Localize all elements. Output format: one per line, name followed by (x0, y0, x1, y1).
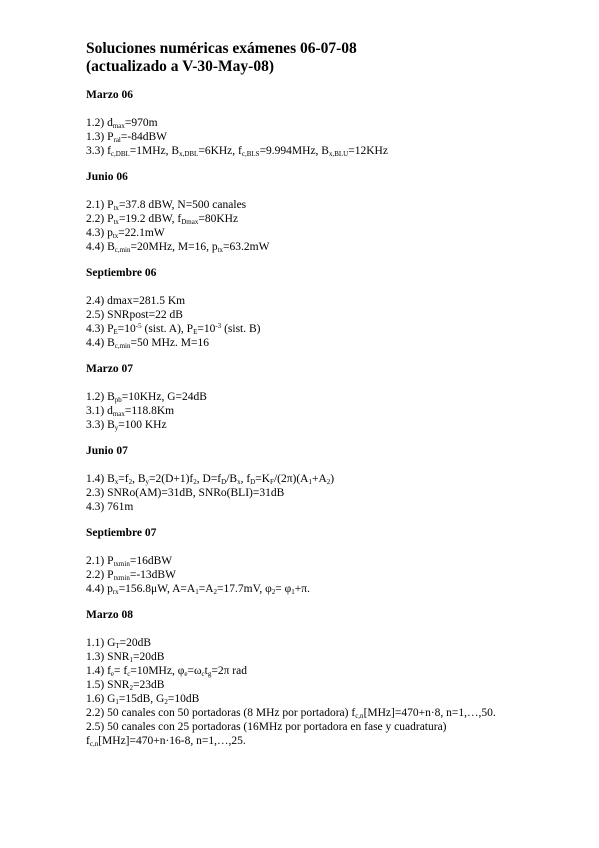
answer-line: 2.3) SNRo(AM)=31dB, SNRo(BLI)=31dB (86, 487, 285, 499)
answer-line: $f_{c,n}[MHz]=470+n\cdot 16-8$, n=1,…,25. (86, 735, 246, 748)
section-heading: Septiembre 06 (86, 267, 157, 279)
section (86, 170, 586, 254)
answer-line: 4.4) $B_{c,min}=50$ MHz. M=16 (86, 337, 209, 350)
section (86, 362, 586, 432)
answer-line: 1.3) $P_{ral}=-84dBW$ (86, 131, 167, 144)
answer-line: 4.4) $p_{rx}=156.8\mu W$, $A=A_1=A_2=17.7mV$, $\varphi_2= \varphi_1+\pi$. (86, 583, 310, 596)
title-line-2: (actualizado a V-30-May-08) (86, 58, 274, 75)
section-heading: Septiembre 07 (86, 527, 157, 539)
document-title (86, 40, 586, 76)
section (86, 526, 586, 596)
document-page (86, 40, 586, 748)
answer-line: 4.3) 761m (86, 501, 134, 513)
answer-line: 2.1) $P_{txmin}=16dBW$ (86, 555, 173, 568)
answer-line: 1.3) $SNR_1=20dB$ (86, 651, 165, 664)
answer-line: 2.2) 50 canales con 50 portadoras (8 MHz por portadora) $f_{c,n}[MHz]=470+n\cdot 8$, n=1,…,50. (86, 707, 496, 720)
answer-line: 3.3) $B_y=100$ KHz (86, 419, 167, 432)
answer-line: 2.2) $P_{txmin}=-13dBW$ (86, 569, 176, 582)
section-heading: Junio 07 (86, 445, 128, 457)
answer-line: 1.1) $G_T=20dB$ (86, 637, 152, 650)
section-heading: Marzo 08 (86, 609, 133, 621)
answer-line: 2.5) SNRpost=22 dB (86, 309, 183, 321)
section (86, 266, 586, 350)
answer-line: 4.3) $p_{tx}=22.1mW$ (86, 227, 165, 240)
section-heading: Marzo 07 (86, 363, 133, 375)
answer-line: 2.1) $P_{tx}=37.8$ dBW, N=500 canales (86, 199, 247, 212)
answer-line: 1.6) $G_1=15dB$, $G_2=10dB$ (86, 693, 200, 706)
section-heading: Marzo 06 (86, 89, 133, 101)
answer-line: 2.4) dmax=281.5 Km (86, 295, 186, 307)
title-line-1: Soluciones numéricas exámenes 06-07-08 (86, 40, 357, 57)
answer-line: 3.3) $f_{c,DBL}=1MHz$, $B_{x,DBL}=6KHz$, $f_{c,BLS}=9.994MHz$, $B_{x,BLU}=12KHz$ (86, 145, 388, 158)
section (86, 88, 586, 158)
answer-line: 1.4) $B_x=f_2$, $B_y=2(D+1)f_2$, $D=f_D/B_x$, $f_D=K_F/(2\pi)(A_1+A_2)$ (86, 473, 335, 486)
answer-line: 2.2) $P_{tx}=19.2$ dBW, $f_{Dmax}=80KHz$ (86, 213, 239, 226)
answer-line: 2.5) 50 canales con 25 portadoras (16MHz por portadora en fase y cuadratura) (86, 721, 447, 733)
answer-line: 1.4) $f_e= f_c=10MHz$, $\varphi_e=\omega_ct_g=2\pi$ rad (86, 665, 247, 678)
answer-line: 4.3) $P_E=10^{-5}$ (sist. A), $P_E=10^{-3}$ (sist. B) (86, 322, 261, 336)
sections-container (86, 88, 586, 748)
answer-line: 3.1) $d_{max}=118.8Km$ (86, 405, 175, 418)
section (86, 444, 586, 514)
answer-line: 4.4) $B_{c,min}=20MHz$, M=16, $p_{tx}=63.2mW$ (86, 241, 270, 254)
answer-line: 1.2) $d_{max}=970m$ (86, 117, 158, 130)
answer-line: 1.2) $B_{pb}=10KHz$, G=24dB (86, 391, 207, 404)
section (86, 608, 586, 748)
section-heading: Junio 06 (86, 171, 128, 183)
answer-line: 1.5) $SNR_2=23dB$ (86, 679, 165, 692)
